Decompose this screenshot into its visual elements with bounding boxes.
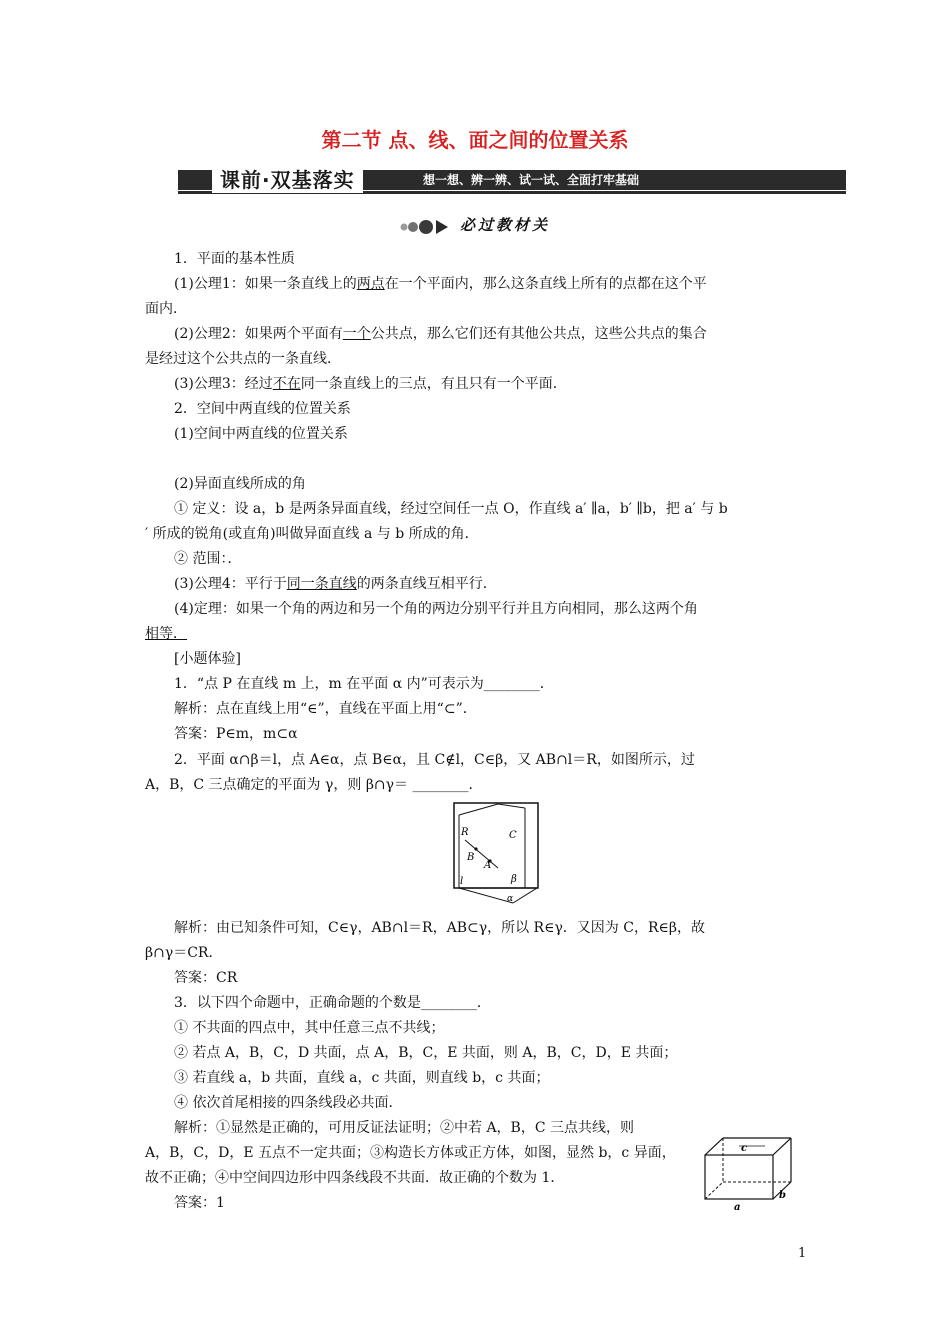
- text-line: (3)公理3：经过不在同一条直线上的三点，有且只有一个平面．: [174, 376, 567, 392]
- text-line: 2．平面 α∩β＝l，点 A∈α，点 B∈α，且 C∉l，C∈β，又 AB∩l＝R，如图所示，过: [174, 752, 695, 768]
- text-line: 1．“点 P 在直线 m 上，m 在平面 α 内”可表示为________．: [174, 676, 554, 692]
- text-line: ④ 依次首尾相接的四条线段必共面．: [174, 1095, 403, 1111]
- banner-title: 课前·双基落实: [212, 167, 363, 193]
- text-line: 解析：点在直线上用“∈”，直线在平面上用“⊂”．: [174, 701, 477, 717]
- text-line: A，B，C，D，E 五点不一定共面；③构造长方体或正方体，如图，显然 b，c 异面，: [145, 1145, 676, 1161]
- text-line: β∩γ＝CR．: [145, 945, 223, 961]
- text-line: 解析：①显然是正确的，可用反证法证明；②中若 A，B，C 三点共线，则: [174, 1120, 635, 1136]
- label-r: R: [461, 827, 469, 838]
- text-line: 故不正确；④中空间四边形中四条线段不共面．故正确的个数为 1．: [145, 1170, 565, 1186]
- text-line: (2)异面直线所成的角: [174, 476, 306, 492]
- text-line: 相等．: [145, 626, 187, 642]
- section-title: 第二节 点、线、面之间的位置关系: [321, 128, 629, 152]
- label-alpha: α: [507, 894, 514, 904]
- text-line: 答案：P∈m，m⊂α: [174, 726, 298, 742]
- text-line: 2．空间中两直线的位置关系: [174, 401, 351, 417]
- text-line: 1．平面的基本性质: [174, 251, 295, 267]
- text-line: 答案：1: [174, 1195, 225, 1211]
- text-line: 面内．: [145, 301, 187, 317]
- text-line: ② 范围：．: [174, 551, 242, 567]
- text-line: [小题体验]: [174, 651, 241, 667]
- label-c: c: [741, 1143, 748, 1154]
- chapter-banner: [178, 167, 846, 194]
- text-line: ′ 所成的锐角(或直角)叫做异面直线 a 与 b 所成的角．: [145, 526, 479, 542]
- text-line: (4)定理：如果一个角的两边和另一个角的两边分别平行并且方向相同，那么这两个角: [174, 601, 698, 617]
- text-line: 解析：由已知条件可知，C∈γ，AB∩l＝R，AB⊂γ，所以 R∈γ．又因为 C，R∈β，故: [174, 920, 705, 936]
- text-line: (1)公理1：如果一条直线上的两点在一个平面内，那么这条直线上所有的点都在这个平: [174, 276, 707, 292]
- label-l: l: [460, 876, 464, 887]
- label-b: b: [779, 1190, 786, 1201]
- text-line: A，B，C 三点确定的平面为 γ，则 β∩γ＝ ________．: [145, 777, 483, 793]
- cuboid-figure: [703, 1135, 803, 1213]
- label-a: a: [734, 1202, 741, 1213]
- text-line: ② 若点 A，B，C，D 共面，点 A，B，C，E 共面，则 A，B，C，D，E 共面；: [174, 1045, 678, 1061]
- text-line: 答案：CR: [174, 970, 238, 986]
- text-line: (3)公理4：平行于同一条直线的两条直线互相平行．: [174, 576, 497, 592]
- dots-arrow-icon: [398, 219, 456, 235]
- label-c: C: [509, 830, 517, 841]
- section-label: 必过教材关: [460, 216, 551, 234]
- text-line: (2)公理2：如果两个平面有一个公共点，那么它们还有其他公共点，这些公共点的集合: [174, 326, 707, 342]
- text-line: ① 不共面的四点中，其中任意三点不共线；: [174, 1020, 445, 1036]
- label-beta: β: [511, 874, 517, 885]
- text-line: (1)空间中两直线的位置关系: [174, 426, 348, 442]
- label-b: B: [467, 852, 475, 863]
- label-a: A: [484, 860, 492, 871]
- plane-intersection-figure: [453, 802, 539, 906]
- banner-subtitle: 想一想、辨一辨、试一试、全面打牢基础: [423, 173, 640, 187]
- text-line: 是经过这个公共点的一条直线．: [145, 351, 341, 367]
- text-line: ① 定义：设 a，b 是两条异面直线，经过空间任一点 O，作直线 a′ ∥a，b′ ∥b，把 a′ 与 b: [174, 501, 728, 517]
- text-line: ③ 若直线 a，b 共面，直线 a，c 共面，则直线 b，c 共面；: [174, 1070, 550, 1086]
- page-number: 1: [798, 1246, 807, 1261]
- text-line: 3．以下四个命题中，正确命题的个数是________．: [174, 995, 491, 1011]
